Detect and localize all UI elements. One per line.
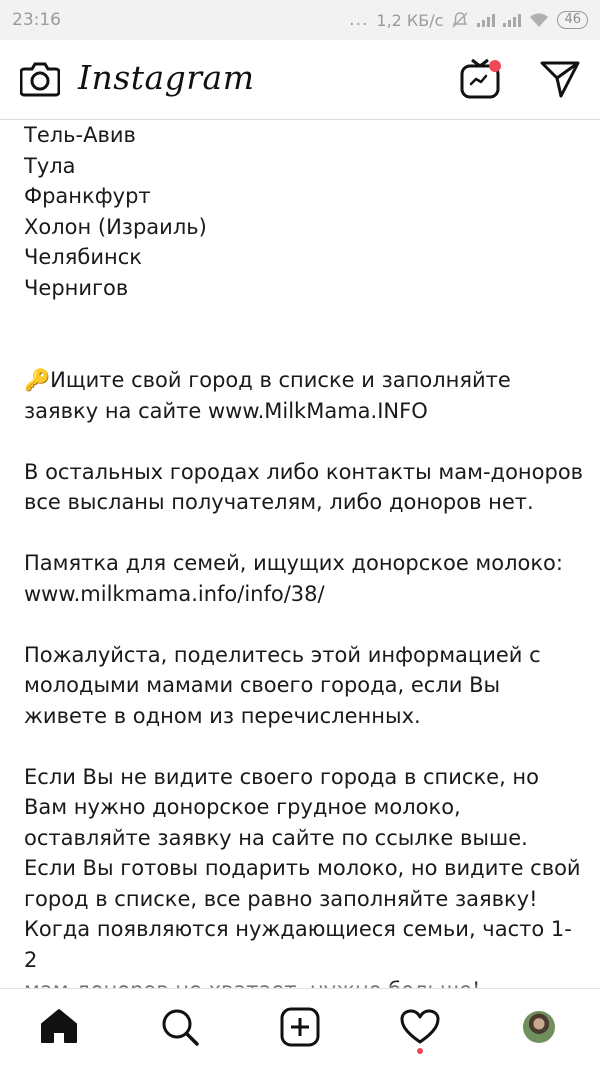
not-listed-text: Если Вы не видите своего города в списке, но Вам нужно донорское грудное молоко, оставляйте заявку на сайте по ссылке выше.: [24, 764, 539, 850]
memo-link[interactable]: www.milkmama.info/info/38/: [24, 581, 325, 606]
activity-notification-dot: [417, 1048, 423, 1054]
mute-icon: [451, 11, 469, 29]
memo-text: Памятка для семей, ищущих донорское молоко:: [24, 551, 563, 575]
cutoff-text-1: Когда появляются нуждающиеся семьи, часто 1-2: [24, 917, 572, 972]
camera-icon[interactable]: [20, 61, 60, 97]
post-caption: [24, 120, 584, 1006]
battery-indicator: 46: [557, 11, 588, 29]
status-icons: [349, 10, 588, 30]
network-speed: 1,2 КБ/с: [376, 10, 444, 30]
status-dots: ...: [349, 10, 369, 30]
city-tel-aviv: Тель-Авив: [24, 123, 136, 147]
status-bar: [0, 0, 600, 40]
city-holon: Холон (Израиль): [24, 214, 207, 239]
status-time: 23:16: [12, 10, 61, 30]
direct-message-icon[interactable]: [540, 60, 580, 98]
city-chernigov: Чернигов: [24, 275, 129, 300]
signal-icon: [477, 13, 495, 27]
city-tula: Тула: [24, 153, 76, 178]
search-icon[interactable]: [160, 1007, 200, 1047]
other-cities-text: В остальных городах либо контакты мам-доноров все высланы получателям, либо доноров нет.: [24, 459, 584, 514]
city-chelyabinsk: Челябинск: [24, 245, 142, 269]
instagram-logo: Instagram: [78, 58, 255, 97]
signal-icon-2: [503, 13, 521, 27]
app-header: [0, 40, 600, 120]
activity-icon[interactable]: [400, 1009, 440, 1045]
new-post-icon[interactable]: [280, 1007, 320, 1047]
share-request-text: Пожалуйста, поделитесь этой информацией с молодыми мамами своего города, если Вы живете в одном из перечисленных.: [24, 642, 541, 728]
search-tip: 🔑Ищите свой город в списке и заполняйте заявку на сайте www.MilkMama.INFO: [24, 368, 511, 423]
city-frankfurt: Франкфурт: [24, 184, 151, 208]
wifi-icon: [529, 13, 549, 28]
ready-to-donate-text: Если Вы готовы подарить молоко, но видите свой город в списке, все равно заполняйте заявку!: [24, 856, 581, 911]
home-icon[interactable]: [40, 1008, 78, 1044]
igtv-icon[interactable]: [460, 58, 502, 100]
profile-avatar[interactable]: [523, 1011, 555, 1043]
